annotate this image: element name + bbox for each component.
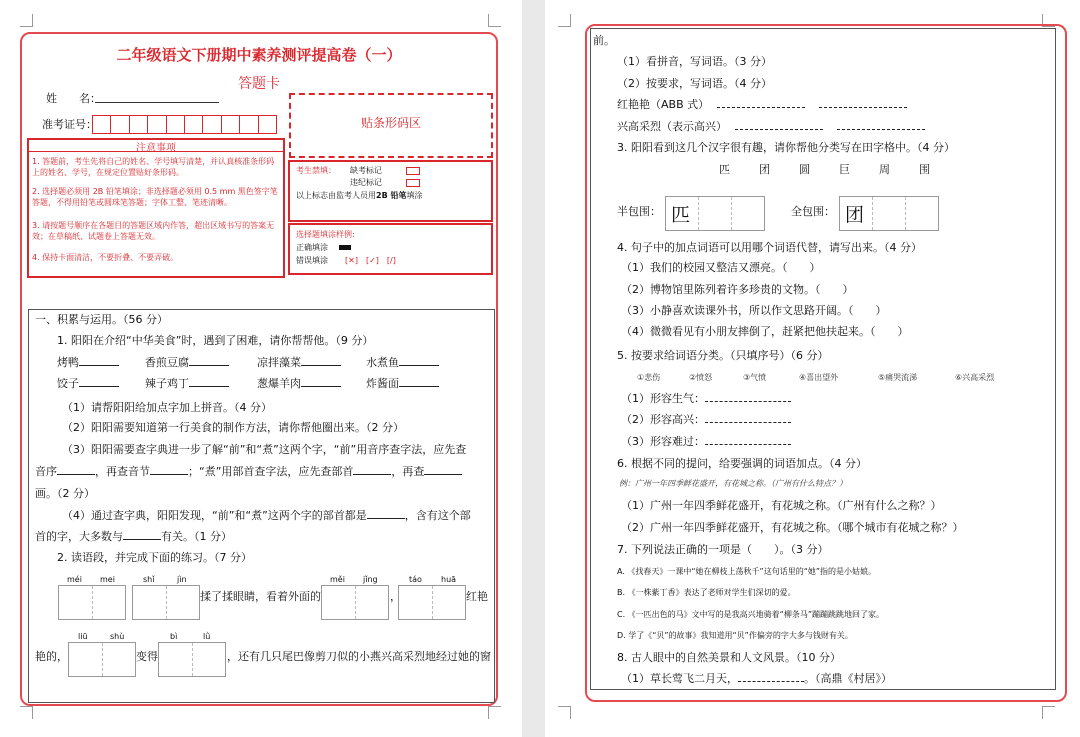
question-1-3: （3）阳阳需要查字典进一步了解“前”和“煮”这两个字，“前”用音序查字法，应先查 <box>62 443 467 456</box>
text: （3）形容难过： <box>621 435 705 448</box>
word-option: ④喜出望外 <box>799 373 839 382</box>
q5-item <box>621 435 791 449</box>
q7-option: C. 《一匹出色的马》文中写的是我高兴地骑着“柳条马”蹦蹦跳跳地回了家。 <box>617 610 884 619</box>
food-blank[interactable] <box>301 386 341 387</box>
q6-item: （2）广州一年四季鲜花盛开，有花城之称。（哪个城市有花城之称？） <box>621 521 964 534</box>
food-item <box>57 377 119 391</box>
food-blank[interactable] <box>79 386 119 387</box>
abb-item <box>617 98 907 112</box>
text: ，再查 <box>391 465 425 478</box>
pinyin: shǐ <box>143 575 155 584</box>
food-name: 炸酱面 <box>366 377 399 390</box>
blank[interactable] <box>353 474 391 475</box>
writing-grid[interactable] <box>398 585 466 620</box>
text: （1）形容生气： <box>621 392 705 405</box>
name-field[interactable] <box>95 102 219 103</box>
food-blank[interactable] <box>399 365 439 366</box>
passage-text: 红艳 <box>466 590 488 603</box>
writing-grid[interactable] <box>158 642 226 677</box>
char: 团 <box>759 163 770 176</box>
sheet-title: 二年级语文下册期中素养测评提高卷（一） <box>116 46 402 64</box>
crop-mark <box>558 706 571 719</box>
q4-item: （3）小静喜欢读课外书，所以作文思路开阔。（ ） <box>621 304 887 317</box>
crop-mark <box>20 14 33 27</box>
word-option: ②愤怒 <box>689 373 713 382</box>
pinyin: mei <box>100 575 115 584</box>
food-name: 饺子 <box>57 377 79 390</box>
food-blank[interactable] <box>189 365 229 366</box>
grid-char: 团 <box>845 204 865 226</box>
food-blank[interactable] <box>189 386 229 387</box>
blank[interactable] <box>738 681 804 682</box>
answer-sheet-page-2 <box>545 0 1080 737</box>
note-item: 1. 答题前，考生先将自己的姓名、学号填写清楚，并认真核准条形码上的姓名、学号，在规定位置贴好条形码。 <box>32 157 275 177</box>
fill-wrong-label: 错误填涂 <box>296 256 328 265</box>
answer-sheet-page <box>0 0 522 737</box>
note-item: 2. 选择题必须用 2B 铅笔填涂；非选择题必须用 0.5 mm 黑色签字笔答题，不得用铅笔或圆珠笔答题；字体工整、笔迹清晰。 <box>32 187 278 207</box>
name-label: 姓 名： <box>46 92 101 105</box>
half-label: 半包围： <box>617 205 661 218</box>
text: ，含有这个部 <box>404 509 471 522</box>
question-8: 8. 古人眼中的自然美景和人文风景。（10 分） <box>617 651 841 664</box>
word-option: ⑥兴高采烈 <box>955 373 995 382</box>
blank[interactable] <box>819 107 907 108</box>
text: 有关。（1 分） <box>161 530 232 543</box>
char: 围 <box>919 163 930 176</box>
text: ，再查音节 <box>95 465 150 478</box>
food-blank[interactable] <box>399 386 439 387</box>
text: 兴高采烈（表示高兴） <box>617 120 727 133</box>
question-1-3-end: 画。（2 分） <box>35 487 95 500</box>
blank[interactable] <box>123 539 161 540</box>
passage-text: ， <box>390 590 401 603</box>
notes-title: 注意事项 <box>136 143 176 154</box>
absent-checkbox[interactable] <box>406 167 420 175</box>
food-blank[interactable] <box>301 365 341 366</box>
fill-wrong-marks: [✕] [✓] [/] <box>345 256 396 265</box>
writing-grid[interactable] <box>58 585 126 620</box>
question-6: 6. 根据不同的提问，给要强调的词语加点。（4 分） <box>617 457 867 470</box>
blank[interactable] <box>837 129 925 130</box>
q7-option: B. 《一株紫丁香》表达了老师对学生们深切的爱。 <box>617 588 796 597</box>
q7-option: D. 学了《“贝”的故事》我知道用“贝”作偏旁的字大多与钱财有关。 <box>617 631 853 640</box>
q4-item: （2）博物馆里陈列着许多珍贵的文物。（ ） <box>621 283 854 296</box>
q7-option: A. 《找春天》一课中“她在柳枝上荡秋千”这句话里的“她”指的是小姑娘。 <box>617 567 876 576</box>
part-1: （1）看拼音，写词语。（3 分） <box>617 55 772 68</box>
food-name: 水煮鱼 <box>366 356 399 369</box>
q4-item: （1）我们的校园又整洁又漂亮。（ ） <box>621 261 821 274</box>
blank[interactable] <box>705 401 791 402</box>
section-heading: 一、积累与运用。（56 分） <box>35 313 168 326</box>
food-item <box>257 356 341 370</box>
q6-example: 例：广州一年四季鲜花盛开，有花城之称。（广州有什么特点？） <box>619 479 847 488</box>
crop-mark <box>488 706 501 719</box>
text: 红艳艳（ABB 式） <box>617 98 710 111</box>
food-item <box>145 356 229 370</box>
q8-item <box>621 672 892 686</box>
text: （2）形容高兴： <box>621 413 705 426</box>
barcode-label: 贴条形码区 <box>360 116 421 130</box>
food-item <box>366 356 439 370</box>
blank[interactable] <box>57 474 95 475</box>
question-1-1: （1）请帮阳阳给加点字加上拼音。（4 分） <box>62 401 272 414</box>
filled-bubble <box>339 245 351 250</box>
status-title: 考生禁填： <box>296 166 336 175</box>
crop-mark <box>558 14 571 27</box>
crop-mark <box>488 14 501 27</box>
happy-item <box>617 120 925 134</box>
status-note-end: 填涂 <box>406 191 423 200</box>
pinyin: méi <box>67 575 82 584</box>
food-name: 葱爆羊肉 <box>257 377 301 390</box>
char: 圆 <box>799 163 810 176</box>
crop-mark <box>20 706 33 719</box>
question-1-4-line <box>35 530 232 544</box>
question-1-4 <box>62 509 471 523</box>
question-5: 5. 按要求给词语分类。（只填序号）（6 分） <box>617 349 829 362</box>
blank[interactable] <box>735 129 823 130</box>
text: （4）通过查字典，阳阳发现，“前”和“煮”这两个字的部首都是 <box>62 509 367 522</box>
word-option: ⑤痛哭流涕 <box>878 373 918 382</box>
writing-grid[interactable] <box>321 585 389 620</box>
blank[interactable] <box>150 474 188 475</box>
crop-mark <box>1042 706 1055 719</box>
q6-item: （1）广州一年四季鲜花盛开，有花城之称。（广州有什么之称？） <box>621 499 942 512</box>
exam-no-boxes[interactable] <box>92 115 277 134</box>
note-item: 3. 请按题号顺序在各题目的答题区域内作答，超出区域书写的答案无效；在草稿纸、试题卷上答题无效。 <box>32 221 275 241</box>
passage-text: 艳的， <box>35 650 68 663</box>
question-1-3-line <box>35 465 462 479</box>
blank[interactable] <box>705 422 791 423</box>
fill-sample-title: 选择题填涂样例: <box>296 230 355 239</box>
food-item <box>366 377 439 391</box>
question-1-2: （2）阳阳需要知道第一行美食的制作方法，请你帮他圈出来。（2 分） <box>62 421 404 434</box>
exam-no-label: 准考证号： <box>42 118 97 131</box>
full-label: 全包围： <box>791 205 835 218</box>
food-name: 凉拌藻菜 <box>257 356 301 369</box>
status-note <box>296 190 422 201</box>
passage-text: ，还有几只尾巴像剪刀似的小燕兴高采烈地经过她的窗 <box>227 650 491 663</box>
pinyin: táo <box>409 575 422 584</box>
food-item <box>145 377 229 391</box>
pinyin: shù <box>110 632 125 641</box>
question-2: 2. 读语段，并完成下面的练习。（7 分） <box>57 551 252 564</box>
q5-item <box>621 413 791 427</box>
passage-text: 变得 <box>136 650 158 663</box>
blank[interactable] <box>717 107 805 108</box>
word-option: ③气愤 <box>743 373 767 382</box>
pinyin: liū <box>78 632 88 641</box>
question-7: 7. 下列说法正确的一项是（ ）。（3 分） <box>617 543 829 556</box>
text: （1）草长莺飞二月天， <box>621 672 738 685</box>
text: 首的字，大多数与 <box>35 530 123 543</box>
writing-grid[interactable] <box>68 642 136 677</box>
grid-char: 匹 <box>671 204 691 226</box>
blank[interactable] <box>367 518 405 519</box>
absent-label: 缺考标记 <box>350 166 382 175</box>
continued-text: 前。 <box>593 34 615 47</box>
pinyin: bì <box>170 632 178 641</box>
passage-text: 揉了揉眼睛，看着外面的 <box>200 590 321 603</box>
status-note-text: 以上标志由监考人员用 <box>296 191 376 200</box>
question-3: 3. 阳阳看到这几个汉字很有趣，请你帮他分类写在田字格中。（4 分） <box>617 141 955 154</box>
food-name: 辣子鸡丁 <box>145 377 189 390</box>
question-4: 4. 句子中的加点词语可以用哪个词语代替，请写出来。（4 分） <box>617 241 922 254</box>
pinyin: jìn <box>177 575 187 584</box>
blank[interactable] <box>705 444 791 445</box>
food-name: 香煎豆腐 <box>145 356 189 369</box>
status-note-bold: 2B 铅笔 <box>376 191 407 200</box>
text: 音序 <box>35 465 57 478</box>
food-name: 烤鸭 <box>57 356 79 369</box>
pinyin: měi <box>330 575 345 584</box>
food-item <box>57 356 119 370</box>
food-blank[interactable] <box>79 365 119 366</box>
char: 周 <box>879 163 890 176</box>
text: 。（高鼎《村居》） <box>804 672 892 685</box>
writing-grid[interactable] <box>132 585 200 620</box>
q5-item <box>621 392 791 406</box>
question-1: 1. 阳阳在介绍“中华美食”时，遇到了困难，请你帮帮他。（9 分） <box>57 334 374 347</box>
text: ；“煮”用部首查字法，应先查部首 <box>188 465 354 478</box>
part-2: （2）按要求，写词语。（4 分） <box>617 77 772 90</box>
food-item <box>257 377 341 391</box>
blank[interactable] <box>424 474 462 475</box>
pinyin: lǜ <box>203 632 211 641</box>
char: 匹 <box>719 163 730 176</box>
pinyin: huā <box>441 575 457 584</box>
word-option: ①悲伤 <box>637 373 661 382</box>
char: 巨 <box>839 163 850 176</box>
pinyin: jǐng <box>363 575 378 584</box>
violation-label: 违纪标记 <box>350 178 382 187</box>
fill-correct-label: 正确填涂 <box>296 243 328 252</box>
q4-item: （4）微微看见有小朋友摔倒了，赶紧把他扶起来。（ ） <box>621 325 909 338</box>
violation-checkbox[interactable] <box>406 179 420 187</box>
note-item: 4. 保持卡面清洁，不要折叠、不要弄破。 <box>32 253 179 262</box>
sheet-subtitle: 答题卡 <box>238 76 280 92</box>
